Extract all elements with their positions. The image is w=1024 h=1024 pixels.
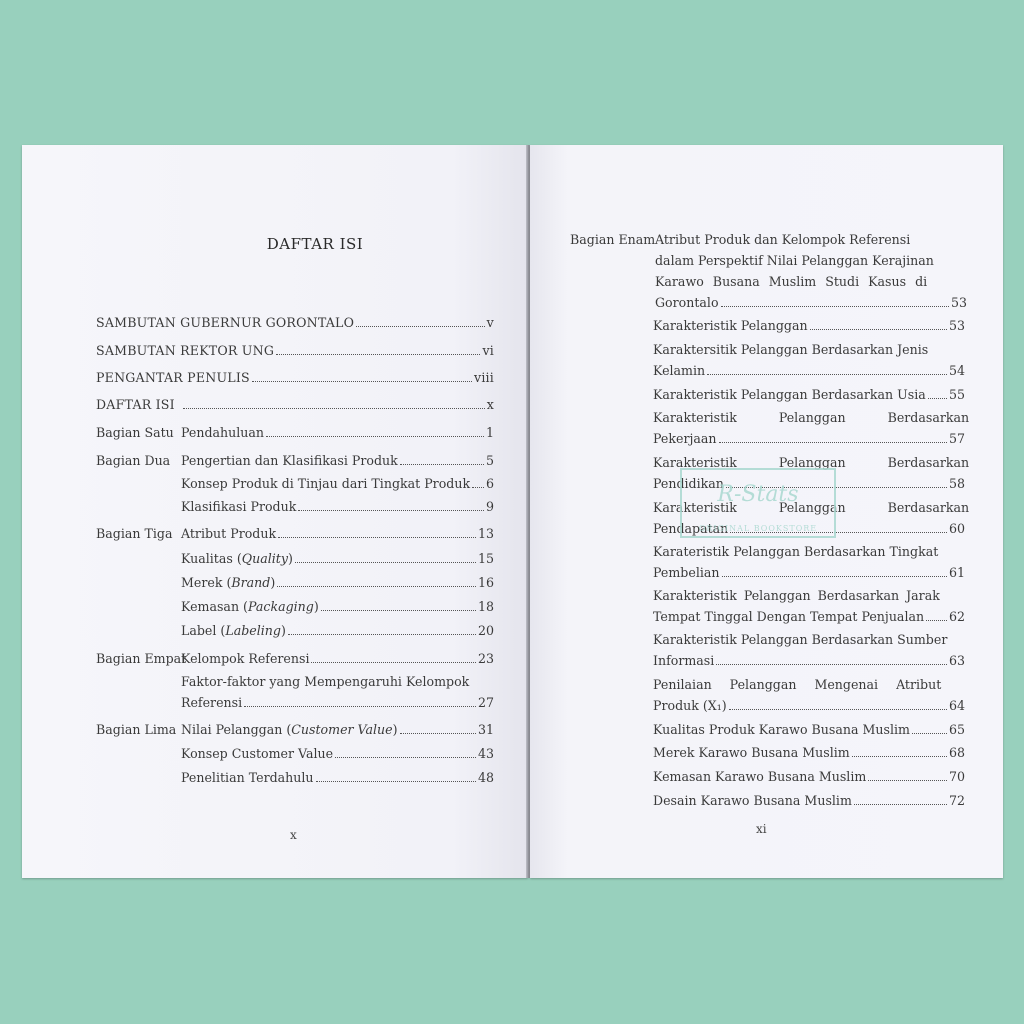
toc-subentry: Pekerjaan 57 xyxy=(653,431,965,446)
toc-subentry: Pendidikan 58 xyxy=(653,476,965,491)
toc-subentry: Kelamin 54 xyxy=(653,363,965,378)
toc-subentry: Kualitas Produk Karawo Busana Muslim 65 xyxy=(653,722,965,737)
toc-subentry-line: Karakteristik Pelanggan Berdasarkan xyxy=(653,410,970,425)
toc-subentry-line: Karateristik Pelanggan Berdasarkan Tingkat xyxy=(653,544,939,559)
toc-subentry-line: Karakteristik Pelanggan Berdasarkan Sumber xyxy=(653,632,948,647)
toc-subentry-line: Karakteristik Pelanggan Berdasarkan Jarak xyxy=(653,588,940,603)
toc-entry: Pengertian dan Klasifikasi Produk 5 xyxy=(181,453,494,468)
toc-entry: SAMBUTAN GUBERNUR GORONTALO v xyxy=(96,315,494,330)
toc-subentry: Klasifikasi Produk 9 xyxy=(181,499,494,514)
toc-subentry: Produk (X₁) 64 xyxy=(653,698,965,713)
toc-subentry: Karakteristik Pelanggan Berdasarkan Usia 55 xyxy=(653,387,965,402)
toc-subentry: Penelitian Terdahulu 48 xyxy=(181,770,494,785)
toc-subentry: Tempat Tinggal Dengan Tempat Penjualan 62 xyxy=(653,609,965,624)
toc-entry: PENGANTAR PENULIS viii xyxy=(96,370,494,385)
part-label: Bagian Lima xyxy=(96,722,177,737)
toc-subentry-line: Penilaian Pelanggan Mengenai Atribut xyxy=(653,677,942,692)
toc-entry: DAFTAR ISI x xyxy=(96,397,494,412)
part-label: Bagian Empat xyxy=(96,651,187,666)
part-label: Bagian Tiga xyxy=(96,526,173,541)
toc-subentry: Kemasan (Packaging) 18 xyxy=(181,599,494,614)
toc-subentry: Konsep Customer Value 43 xyxy=(181,746,494,761)
toc-entry: Nilai Pelanggan (Customer Value) 31 xyxy=(181,722,494,737)
toc-entry: Gorontalo 53 xyxy=(655,295,967,310)
toc-entry-line: Atribut Produk dan Kelompok Referensi xyxy=(655,232,911,247)
toc-subentry: Kualitas (Quality) 15 xyxy=(181,551,494,566)
toc-subentry: Pendapatan 60 xyxy=(653,521,965,536)
toc-entry: SAMBUTAN REKTOR UNG vi xyxy=(96,343,494,358)
part-label: Bagian Satu xyxy=(96,425,174,440)
page-title: DAFTAR ISI xyxy=(266,235,364,253)
toc-entry: Atribut Produk 13 xyxy=(181,526,494,541)
toc-entry-line: Karawo Busana Muslim Studi Kasus di xyxy=(655,274,928,289)
watermark-logo: R-Stats ORIGINAL BOOKSTORE xyxy=(680,468,836,538)
toc-subentry-line: Karaktersitik Pelanggan Berdasarkan Jenis xyxy=(653,342,929,357)
toc-subentry: Merek Karawo Busana Muslim 68 xyxy=(653,745,965,760)
toc-subentry: Desain Karawo Busana Muslim 72 xyxy=(653,793,965,808)
toc-subentry: Merek (Brand) 16 xyxy=(181,575,494,590)
toc-subentry: Konsep Produk di Tinjau dari Tingkat Produk 6 xyxy=(181,476,494,491)
toc-entry-line: dalam Perspektif Nilai Pelanggan Kerajinan xyxy=(655,253,934,268)
toc-subentry: Informasi 63 xyxy=(653,653,965,668)
toc-entry: Kelompok Referensi 23 xyxy=(181,651,494,666)
part-label: Bagian Enam xyxy=(570,232,656,247)
toc-subentry: Karakteristik Pelanggan 53 xyxy=(653,318,965,333)
part-label: Bagian Dua xyxy=(96,453,171,468)
toc-subentry-line: Karakteristik Pelanggan Berdasarkan xyxy=(653,455,970,470)
open-book xyxy=(22,145,1003,878)
toc-subentry: Referensi 27 xyxy=(181,695,494,710)
toc-subentry-line: Faktor-faktor yang Mempengaruhi Kelompok xyxy=(181,674,470,689)
toc-subentry: Kemasan Karawo Busana Muslim 70 xyxy=(653,769,965,784)
toc-subentry-line: Karakteristik Pelanggan Berdasarkan xyxy=(653,500,970,515)
toc-subentry: Label (Labeling) 20 xyxy=(181,623,494,638)
toc-subentry: Pembelian 61 xyxy=(653,565,965,580)
page-number: x xyxy=(290,828,297,842)
page-number: xi xyxy=(756,822,767,836)
toc-entry: Pendahuluan 1 xyxy=(181,425,494,440)
left-page xyxy=(22,145,528,878)
